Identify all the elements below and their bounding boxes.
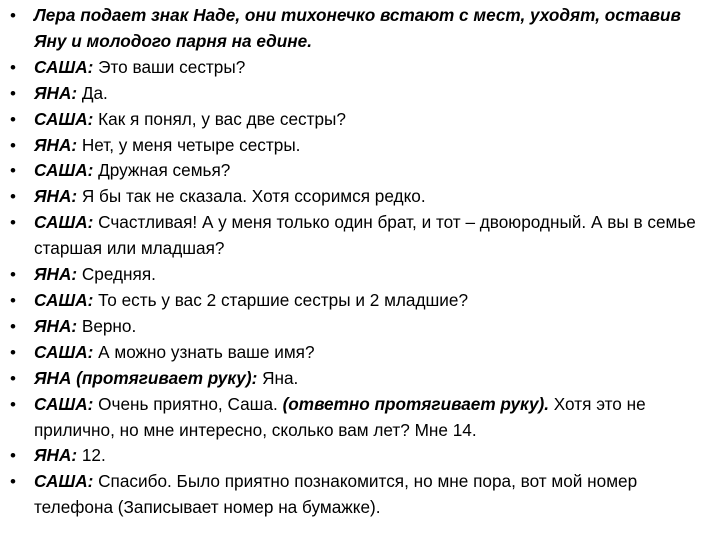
list-item bbox=[0, 340, 700, 366]
line-text: Да. bbox=[77, 82, 108, 103]
line-text: Яна. bbox=[257, 367, 299, 388]
bullet: • bbox=[10, 135, 16, 155]
speaker-name: САША: bbox=[34, 471, 94, 492]
speaker-name: САША: bbox=[34, 108, 94, 129]
list-item bbox=[0, 469, 700, 521]
line-text: Это ваши сестры? bbox=[93, 56, 246, 77]
bullet: • bbox=[10, 213, 16, 233]
list-item bbox=[0, 443, 700, 469]
list-item bbox=[0, 133, 700, 159]
bullet: • bbox=[10, 57, 16, 77]
line-text: Спасибо. Было приятно познакомится, но мне пора, вот мой номер телефона (Записывает номер на бумажке). bbox=[34, 471, 638, 518]
line-text: Нет, у меня четыре сестры. bbox=[77, 134, 301, 155]
bullet: • bbox=[10, 342, 16, 362]
dialogue-list bbox=[0, 3, 700, 521]
bullet: • bbox=[10, 109, 16, 129]
speaker-name: ЯНА: bbox=[34, 186, 78, 207]
list-item bbox=[0, 366, 700, 392]
bullet: • bbox=[10, 6, 16, 25]
speaker-name: САША: bbox=[34, 393, 94, 414]
stage-direction: Лера подает знак Наде, они тихонечко встают с мест, уходят, оставив Яну и молодого парня на едине. bbox=[34, 5, 681, 51]
line-text: Как я понял, у вас две сестры? bbox=[93, 108, 346, 129]
list-item bbox=[0, 392, 700, 444]
line-text-continued: Хотя это не прилично, но мне интересно, сколько вам лет? Мне 14. bbox=[34, 393, 646, 440]
bullet: • bbox=[10, 472, 16, 492]
bullet: • bbox=[10, 187, 16, 207]
speaker-name: САША: bbox=[34, 341, 94, 362]
bullet: • bbox=[10, 161, 16, 181]
list-item bbox=[0, 314, 700, 340]
speaker-name: САША: bbox=[34, 289, 94, 310]
speaker-name: ЯНА: bbox=[34, 134, 78, 155]
list-item bbox=[0, 210, 700, 262]
line-text: А можно узнать ваше имя? bbox=[93, 341, 315, 362]
speaker-name: ЯНА: bbox=[34, 445, 78, 466]
list-item bbox=[0, 288, 700, 314]
bullet: • bbox=[10, 394, 16, 414]
line-text: Средняя. bbox=[77, 264, 156, 285]
bullet: • bbox=[10, 83, 16, 103]
stage-remark: (ответно протягивает руку). bbox=[282, 393, 550, 414]
speaker-name: ЯНА: bbox=[34, 264, 78, 285]
bullet: • bbox=[10, 265, 16, 285]
line-text: Счастливая! А у меня только один брат, и тот – двоюродный. А вы в семье старшая или младшая? bbox=[34, 212, 696, 259]
bullet: • bbox=[10, 368, 16, 388]
list-item bbox=[0, 3, 700, 55]
speaker-name: САША: bbox=[34, 160, 94, 181]
list-item bbox=[0, 81, 700, 107]
bullet: • bbox=[10, 446, 16, 466]
speaker-name: САША: bbox=[34, 56, 94, 77]
line-text: То есть у вас 2 старшие сестры и 2 младшие? bbox=[93, 289, 469, 310]
line-text: 12. bbox=[77, 445, 106, 466]
speaker-name: САША: bbox=[34, 212, 94, 233]
list-item bbox=[0, 55, 700, 81]
speaker-name: ЯНА: bbox=[34, 315, 78, 336]
list-item bbox=[0, 158, 700, 184]
speaker-name: ЯНА: bbox=[34, 82, 78, 103]
speaker-name: ЯНА (протягивает руку): bbox=[34, 367, 258, 388]
line-text: Я бы так не сказала. Хотя ссоримся редко. bbox=[77, 186, 426, 207]
line-text: Очень приятно, Саша. bbox=[93, 393, 283, 414]
list-item bbox=[0, 184, 700, 210]
bullet: • bbox=[10, 316, 16, 336]
bullet: • bbox=[10, 290, 16, 310]
list-item bbox=[0, 262, 700, 288]
line-text: Верно. bbox=[77, 315, 137, 336]
line-text: Дружная семья? bbox=[93, 160, 231, 181]
list-item bbox=[0, 107, 700, 133]
